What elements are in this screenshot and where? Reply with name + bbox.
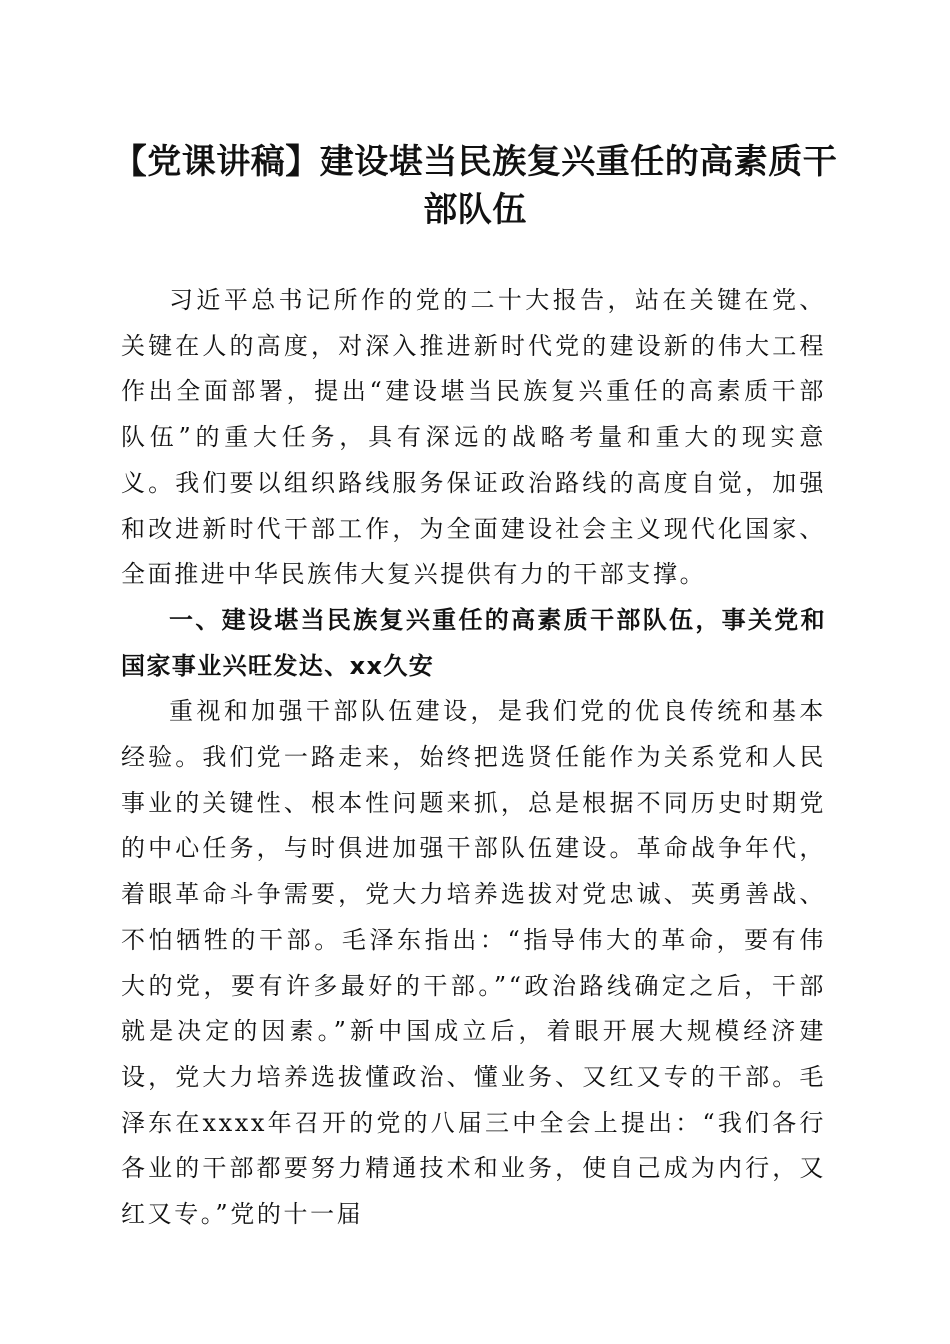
document-title: 【党课讲稿】建设堪当民族复兴重任的高素质干部队伍: [112, 142, 838, 230]
document-body: [121, 278, 826, 1238]
paragraph-history: 重视和加强干部队伍建设，是我们党的优良传统和基本经验。我们党一路走来，始终把选贤任能作为关系党和人民事业的关键性、根本性问题来抓，总是根据不同历史时期党的中心任务，与时俱进加强干部队伍建设。革命战争年代，着眼革命斗争需要，党大力培养选拔对党忠诚、英勇善战、不怕牺牲的干部。毛泽东指出：“指导伟大的革命，要有伟大的党，要有许多最好的干部。”“政治路线确定之后，干部就是决定的因素。”新中国成立后，着眼开展大规模经济建设，党大力培养选拔懂政治、懂业务、又红又专的干部。毛泽东在xxxx年召开的党的八届三中全会上提出：“我们各行各业的干部都要努力精通技术和业务，使自己成为内行，又红又专。”党的十一届: [121, 697, 826, 1229]
section-heading-1: 一、建设堪当民族复兴重任的高素质干部队伍，事关党和国家事业兴旺发达、xx久安: [121, 605, 826, 680]
paragraph-intro: 习近平总书记所作的党的二十大报告，站在关键在党、关键在人的高度，对深入推进新时代党的建设新的伟大工程作出全面部署，提出“建设堪当民族复兴重任的高素质干部队伍”的重大任务，具有深远的战略考量和重大的现实意义。我们要以组织路线服务保证政治路线的高度自觉，加强和改进新时代干部工作，为全面建设社会主义现代化国家、全面推进中华民族伟大复兴提供有力的干部支撑。: [121, 286, 826, 589]
